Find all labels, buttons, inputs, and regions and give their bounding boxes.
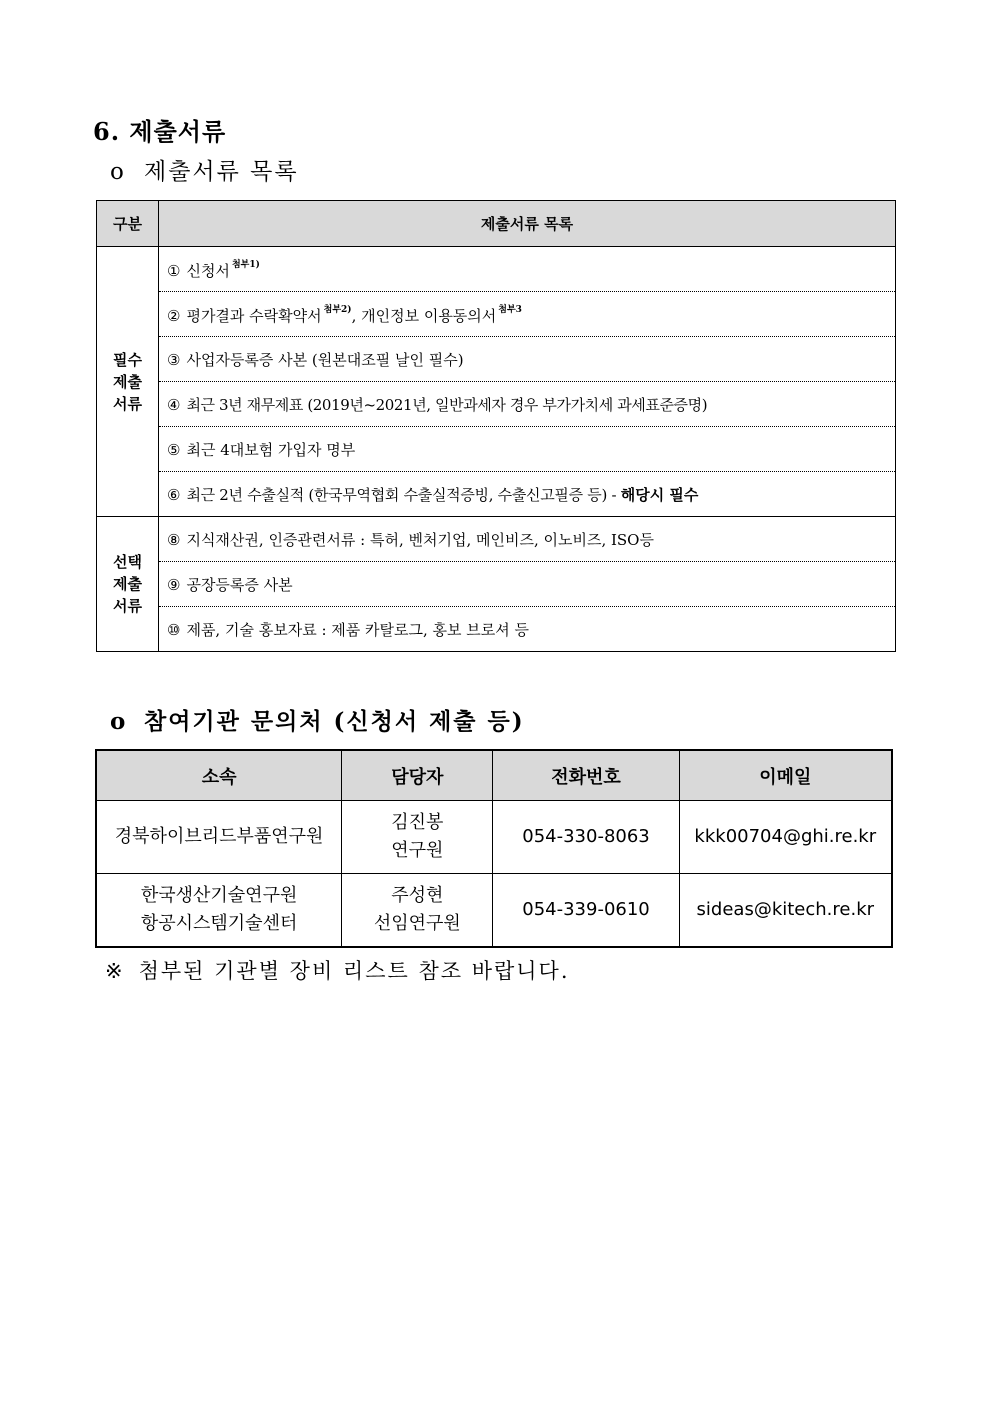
bullet-icon: o	[110, 159, 126, 185]
email-cell[interactable]: kkk00704@ghi.re.kr	[679, 801, 892, 874]
subheading-text: 참여기관 문의처 (신청서 제출 등)	[144, 708, 525, 735]
table-row	[96, 801, 892, 874]
phone-cell: 054-330-8063	[493, 801, 679, 874]
document-item: ① 신청서 $^{첨부1)}$	[159, 247, 896, 292]
subheading-text: 제출서류 목록	[144, 159, 299, 185]
header-org: 소속	[96, 750, 342, 801]
person-cell: 주성현 선임연구원	[342, 874, 493, 948]
section-title: 6. 제출서류	[93, 117, 227, 146]
document-item: ⑤ 최근 4대보험 가입자 명부	[159, 427, 896, 472]
table-row	[97, 247, 896, 292]
category-optional: 선택 제출 서류	[97, 517, 159, 652]
email-cell[interactable]: sideas@kitech.re.kr	[679, 874, 892, 948]
document-item: ⑨ 공장등록증 사본	[159, 562, 896, 607]
document-item: ③ 사업자등록증 사본 (원본대조필 날인 필수)	[159, 337, 896, 382]
table-row	[97, 517, 896, 562]
document-item: ⑥ 최근 2년 수출실적 (한국무역협회 수출실적증빙, 수출신고필증 등) - 해당시 필수	[159, 472, 896, 517]
person-cell: 김진봉 연구원	[342, 801, 493, 874]
document-item: ⑧ 지식재산권, 인증관련서류 : 특허, 벤처기업, 메인비즈, 이노비즈, ISO등	[159, 517, 896, 562]
table-row	[97, 337, 896, 382]
footnote-text: 첨부된 기관별 장비 리스트 참조 바랍니다.	[138, 959, 570, 983]
document-item: ⑩ 제품, 기술 홍보자료 : 제품 카탈로그, 홍보 브로셔 등	[159, 607, 896, 652]
table-row	[97, 427, 896, 472]
org-cell: 경북하이브리드부품연구원	[96, 801, 342, 874]
documents-table	[96, 200, 896, 652]
org-cell: 한국생산기술연구원 항공시스템기술센터	[96, 874, 342, 948]
table-row	[97, 382, 896, 427]
table-row	[96, 874, 892, 948]
table-row	[97, 292, 896, 337]
category-required: 필수 제출 서류	[97, 247, 159, 517]
table-row	[97, 562, 896, 607]
reference-mark-icon: ※	[105, 959, 125, 983]
footnote	[105, 955, 570, 985]
subheading-contacts	[110, 703, 525, 736]
bullet-icon: o	[110, 708, 128, 735]
table-row	[97, 607, 896, 652]
header-person: 담당자	[342, 750, 493, 801]
contacts-header-row	[96, 750, 892, 801]
subheading-document-list	[110, 153, 299, 186]
header-phone: 전화번호	[493, 750, 679, 801]
header-email: 이메일	[679, 750, 892, 801]
header-list: 제출서류 목록	[159, 201, 896, 247]
document-item: ④ 최근 3년 재무제표 (2019년~2021년, 일반과세자 경우 부가가치세 과세표준증명)	[159, 382, 896, 427]
documents-header-row	[97, 201, 896, 247]
table-row	[97, 472, 896, 517]
header-category: 구분	[97, 201, 159, 247]
document-item: ② 평가결과 수락확약서 $^{첨부2)}$, 개인정보 이용동의서 $^{첨부3}$	[159, 292, 896, 337]
contacts-table	[95, 749, 893, 948]
phone-cell: 054-339-0610	[493, 874, 679, 948]
